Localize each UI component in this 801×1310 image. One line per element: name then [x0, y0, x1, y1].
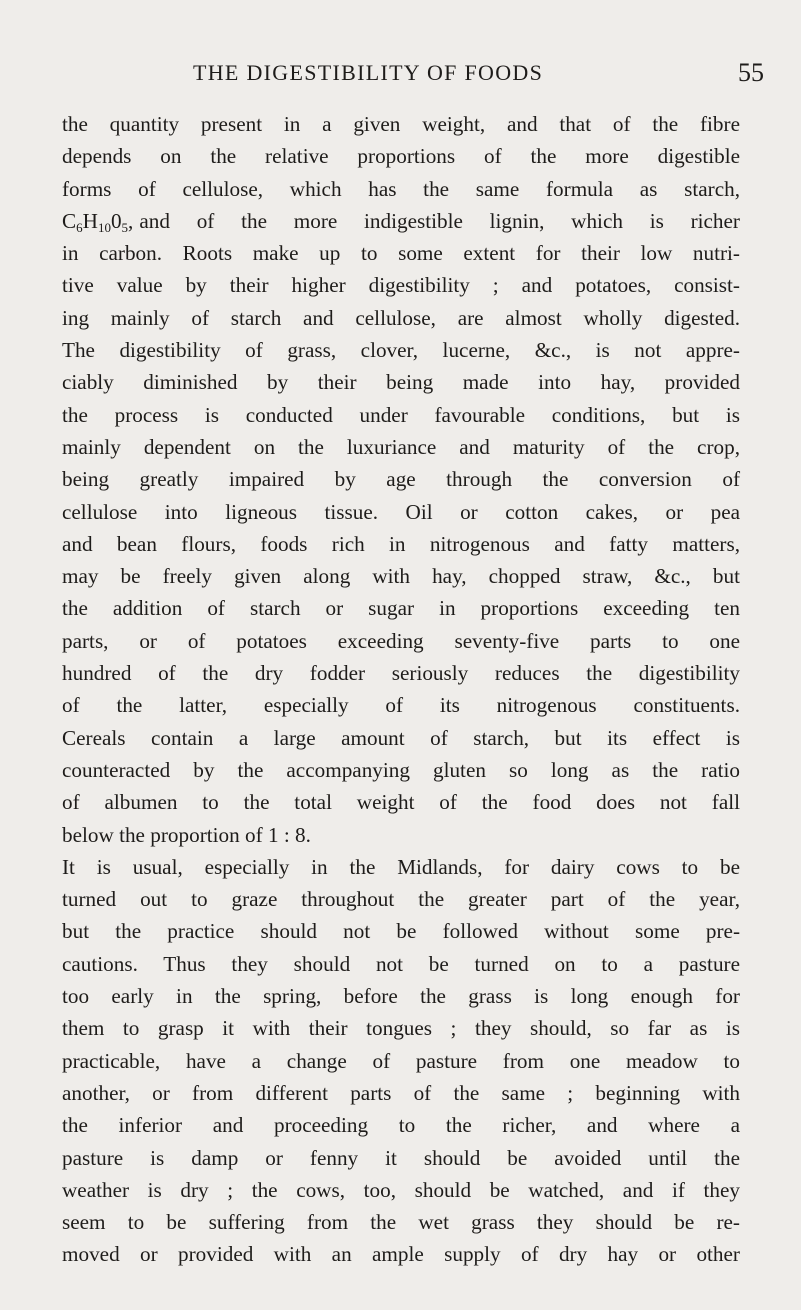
- running-title: THE DIGESTIBILITY OF FOODS: [193, 60, 544, 85]
- text-line: the process is conducted under favourable conditions, but is: [62, 402, 740, 427]
- text-line-with-formula: [62, 205, 740, 237]
- text-line: them to grasp it with their tongues ; they should, so far as is: [62, 1016, 740, 1041]
- running-head: [0, 58, 801, 94]
- text-line-rest: and of the more indigestible lignin, which is richer: [139, 208, 740, 233]
- text-line: being greatly impaired by age through the conversion of: [62, 467, 740, 492]
- paragraph-first-line: It is usual, especially in the Midlands, for dairy cows to be: [62, 854, 740, 879]
- text-line: in carbon. Roots make up to some extent for their low nutri-: [62, 241, 740, 266]
- text-line: ing mainly of starch and cellulose, are almost wholly digested.: [62, 305, 740, 330]
- text-line: The digestibility of grass, clover, lucerne, &c., is not appre-: [62, 338, 740, 363]
- chemical-formula: $C_6H_{10}0_5$,: [62, 208, 134, 235]
- text-line: seem to be suffering from the wet grass they should be re-: [62, 1210, 740, 1235]
- text-line: cautions. Thus they should not be turned on to a pasture: [62, 951, 740, 976]
- text-line: parts, or of potatoes exceeding seventy-five parts to one: [62, 628, 740, 653]
- page-number: 55: [738, 58, 764, 87]
- text-line: too early in the spring, before the grass is long enough for: [62, 984, 740, 1009]
- body-text: [62, 108, 740, 1271]
- text-line: below the proportion of 1 : 8.: [62, 822, 311, 847]
- text-line: the addition of starch or sugar in proportions exceeding ten: [62, 596, 740, 621]
- text-line: of albumen to the total weight of the food does not fall: [62, 790, 740, 815]
- text-line: moved or provided with an ample supply of dry hay or other: [62, 1242, 740, 1267]
- text-line: of the latter, especially of its nitrogenous constituents.: [62, 693, 740, 718]
- text-line: and bean flours, foods rich in nitrogenous and fatty matters,: [62, 531, 740, 556]
- text-line: ciably diminished by their being made into hay, provided: [62, 370, 740, 395]
- text-line: but the practice should not be followed without some pre-: [62, 919, 740, 944]
- text-line: forms of cellulose, which has the same formula as starch,: [62, 176, 740, 201]
- text-line: Cereals contain a large amount of starch, but its effect is: [62, 725, 740, 750]
- text-line: counteracted by the accompanying gluten so long as the ratio: [62, 757, 740, 782]
- text-line: mainly dependent on the luxuriance and maturity of the crop,: [62, 434, 740, 459]
- text-line: the inferior and proceeding to the richer, and where a: [62, 1113, 740, 1138]
- text-line: turned out to graze throughout the greater part of the year,: [62, 887, 740, 912]
- text-line: hundred of the dry fodder seriously reduces the digestibility: [62, 661, 740, 686]
- text-line: practicable, have a change of pasture from one meadow to: [62, 1048, 740, 1073]
- text-line: weather is dry ; the cows, too, should be watched, and if they: [62, 1177, 740, 1202]
- text-line: another, or from different parts of the same ; beginning with: [62, 1080, 740, 1105]
- text-line: may be freely given along with hay, chopped straw, &c., but: [62, 564, 740, 589]
- text-line: cellulose into ligneous tissue. Oil or cotton cakes, or pea: [62, 499, 740, 524]
- text-line: pasture is damp or fenny it should be avoided until the: [62, 1145, 740, 1170]
- text-line: the quantity present in a given weight, and that of the fibre: [62, 112, 740, 136]
- text-line: depends on the relative proportions of the more digestible: [62, 144, 740, 169]
- text-line: tive value by their higher digestibility ; and potatoes, consist-: [62, 273, 740, 298]
